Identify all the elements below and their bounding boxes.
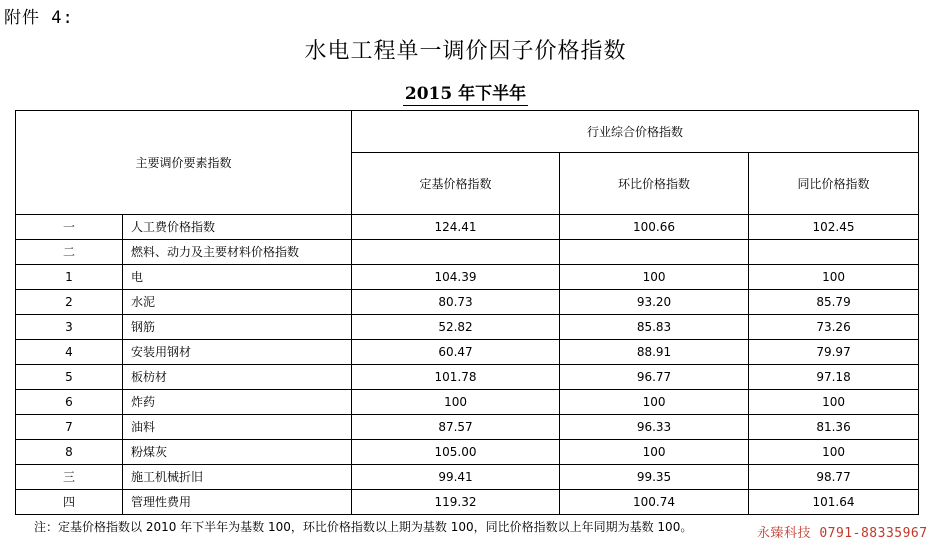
row-number: 7 [16, 415, 123, 440]
cell-yoy-index: 98.77 [749, 465, 919, 490]
subtitle-text: 2015 年下半年 [404, 84, 527, 104]
row-number: 8 [16, 440, 123, 465]
cell-chain-index: 88.91 [560, 340, 749, 365]
table-row [16, 415, 919, 440]
cell-yoy-index: 73.26 [749, 315, 919, 340]
cell-chain-index: 100 [560, 440, 749, 465]
cell-chain-index: 96.33 [560, 415, 749, 440]
cell-chain-index: 99.35 [560, 465, 749, 490]
cell-yoy-index: 97.18 [749, 365, 919, 390]
table-row [16, 315, 919, 340]
cell-base-index: 87.57 [352, 415, 560, 440]
column-header-chain: 环比价格指数 [560, 153, 749, 215]
table-row [16, 490, 919, 515]
row-name: 安装用钢材 [123, 340, 352, 365]
row-number: 6 [16, 390, 123, 415]
cell-yoy-index: 85.79 [749, 290, 919, 315]
cell-base-index: 119.32 [352, 490, 560, 515]
table-row [16, 240, 919, 265]
table-row [16, 340, 919, 365]
row-name: 水泥 [123, 290, 352, 315]
cell-yoy-index: 100 [749, 265, 919, 290]
watermark-text: 永臻科技 0791-88335967 [757, 526, 928, 541]
cell-base-index: 104.39 [352, 265, 560, 290]
row-name: 板枋材 [123, 365, 352, 390]
column-header-base: 定基价格指数 [352, 153, 560, 215]
cell-yoy-index: 81.36 [749, 415, 919, 440]
cell-base-index: 101.78 [352, 365, 560, 390]
row-number: 5 [16, 365, 123, 390]
row-number: 2 [16, 290, 123, 315]
table-row [16, 215, 919, 240]
cell-yoy-index: 100 [749, 390, 919, 415]
cell-chain-index: 96.77 [560, 365, 749, 390]
price-index-table [15, 110, 919, 515]
header-group: 行业综合价格指数 [352, 111, 919, 153]
row-name: 油料 [123, 415, 352, 440]
cell-yoy-index: 102.45 [749, 215, 919, 240]
cell-base-index: 80.73 [352, 290, 560, 315]
row-number: 一 [16, 215, 123, 240]
row-number: 三 [16, 465, 123, 490]
row-number: 四 [16, 490, 123, 515]
document-subtitle [0, 79, 931, 104]
cell-chain-index: 100 [560, 390, 749, 415]
row-number: 3 [16, 315, 123, 340]
table-row [16, 365, 919, 390]
cell-yoy-index [749, 240, 919, 265]
cell-base-index: 124.41 [352, 215, 560, 240]
row-name: 人工费价格指数 [123, 215, 352, 240]
cell-base-index: 60.47 [352, 340, 560, 365]
row-number: 1 [16, 265, 123, 290]
cell-base-index: 99.41 [352, 465, 560, 490]
cell-yoy-index: 101.64 [749, 490, 919, 515]
row-number: 4 [16, 340, 123, 365]
header-main: 主要调价要素指数 [16, 111, 352, 215]
row-name: 炸药 [123, 390, 352, 415]
row-name: 施工机械折旧 [123, 465, 352, 490]
cell-yoy-index: 100 [749, 440, 919, 465]
cell-base-index [352, 240, 560, 265]
cell-base-index: 100 [352, 390, 560, 415]
table-row [16, 440, 919, 465]
table-row [16, 265, 919, 290]
cell-chain-index: 85.83 [560, 315, 749, 340]
row-name: 管理性费用 [123, 490, 352, 515]
footnote: 注：定基价格指数以 2010 年下半年为基数 100，环比价格指数以上期为基数 100，同比价格指数以上年同期为基数 100。 [34, 520, 693, 534]
row-name: 钢筋 [123, 315, 352, 340]
document-title: 水电工程单一调价因子价格指数 [304, 39, 627, 64]
attachment-label: 附件 4: [4, 8, 74, 28]
row-name: 燃料、动力及主要材料价格指数 [123, 240, 352, 265]
table-row [16, 465, 919, 490]
cell-chain-index: 100.66 [560, 215, 749, 240]
cell-chain-index: 100.74 [560, 490, 749, 515]
cell-base-index: 52.82 [352, 315, 560, 340]
row-number: 二 [16, 240, 123, 265]
cell-base-index: 105.00 [352, 440, 560, 465]
column-header-yoy: 同比价格指数 [749, 153, 919, 215]
table-row [16, 290, 919, 315]
row-name: 粉煤灰 [123, 440, 352, 465]
row-name: 电 [123, 265, 352, 290]
cell-chain-index [560, 240, 749, 265]
cell-chain-index: 93.20 [560, 290, 749, 315]
cell-chain-index: 100 [560, 265, 749, 290]
table-row [16, 390, 919, 415]
cell-yoy-index: 79.97 [749, 340, 919, 365]
